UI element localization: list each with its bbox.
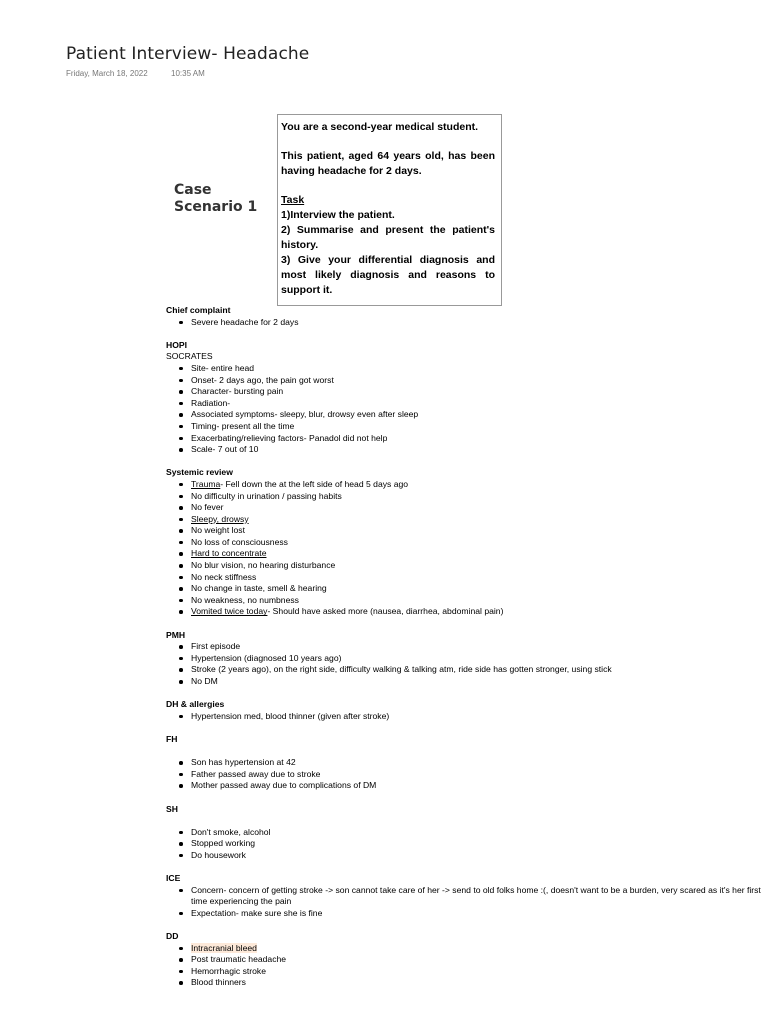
case-scenario-box xyxy=(277,114,502,306)
section-heading: FH xyxy=(166,733,178,744)
case-task-heading: Task xyxy=(281,194,305,206)
list-item xyxy=(191,943,766,955)
list-item: No neck stiffness xyxy=(191,572,766,584)
list-item: No weakness, no numbness xyxy=(191,595,766,607)
list-item: Do housework xyxy=(191,850,766,862)
page-title: Patient Interview- Headache xyxy=(66,44,310,64)
trauma-label: Trauma xyxy=(191,478,221,489)
section-pmh xyxy=(166,630,766,688)
list-item xyxy=(191,479,766,491)
section-heading: DH & allergies xyxy=(166,699,225,710)
section-chief-complaint xyxy=(166,305,766,328)
case-task-3: 3) Give your differential diagnosis and most likely diagnosis and reasons to support it. xyxy=(281,254,495,296)
page-time: 10:35 AM xyxy=(171,69,205,78)
case-label-line2: Scenario 1 xyxy=(174,199,258,215)
list-item: Character- bursting pain xyxy=(191,386,766,398)
list-item: Severe headache for 2 days xyxy=(191,317,766,329)
section-heading: DD xyxy=(166,931,179,942)
list-item: Blood thinners xyxy=(191,977,766,989)
interview-notes xyxy=(166,305,766,989)
list-item: Hemorrhagic stroke xyxy=(191,966,766,978)
list-item xyxy=(191,548,766,560)
case-label xyxy=(174,182,257,216)
section-heading: SH xyxy=(166,803,178,814)
list-item: Concern- concern of getting stroke -> son cannot take care of her -> send to old folks home :(, doesn't want to be a burden, very scared as it's her first time experiencing the pain xyxy=(191,884,761,907)
case-task-1: 1)Interview the patient. xyxy=(281,209,395,221)
list-item: Son has hypertension at 42 xyxy=(191,757,766,769)
trauma-detail: - Fell down the at the left side of head 5 days ago xyxy=(220,478,409,489)
list-item: Stopped working xyxy=(191,838,766,850)
list-item: Stroke (2 years ago), on the right side, difficulty walking & talking atm, ride side has gotten stronger, using stick xyxy=(191,664,766,676)
list-item: Associated symptoms- sleepy, blur, drowsy even after sleep xyxy=(191,409,766,421)
list-item: Expectation- make sure she is fine xyxy=(191,908,766,920)
list-item xyxy=(191,514,766,526)
section-heading: Systemic review xyxy=(166,467,233,478)
sleepy-label: Sleepy, drowsy xyxy=(191,513,249,524)
list-item: Site- entire head xyxy=(191,363,766,375)
case-task-2: 2) Summarise and present the patient's history. xyxy=(281,224,495,251)
section-heading: PMH xyxy=(166,629,186,640)
list-item: Mother passed away due to complications of DM xyxy=(191,780,766,792)
list-item: No DM xyxy=(191,676,766,688)
list-item: Timing- present all the time xyxy=(191,421,766,433)
list-item: No loss of consciousness xyxy=(191,537,766,549)
case-patient: This patient, aged 64 years old, has been having headache for 2 days. xyxy=(281,150,495,177)
list-item: No change in taste, smell & hearing xyxy=(191,583,766,595)
list-item: Post traumatic headache xyxy=(191,954,766,966)
section-heading: HOPI xyxy=(166,339,188,350)
list-item: First episode xyxy=(191,641,766,653)
case-intro: You are a second-year medical student. xyxy=(281,121,479,133)
section-systemic-review xyxy=(166,467,766,618)
vomit-label: Vomited twice today xyxy=(191,606,268,617)
highlighted-diagnosis: Intracranial bleed xyxy=(191,942,257,953)
case-label-line1: Case xyxy=(174,182,212,198)
list-item: Onset- 2 days ago, the pain got worst xyxy=(191,375,766,387)
section-fh xyxy=(166,734,766,792)
section-heading: Chief complaint xyxy=(166,305,231,315)
section-heading: ICE xyxy=(166,873,181,884)
list-item: Hypertension med, blood thinner (given after stroke) xyxy=(191,711,766,723)
list-item: Don't smoke, alcohol xyxy=(191,827,766,839)
list-item: No weight lost xyxy=(191,525,766,537)
section-subheading: SOCRATES xyxy=(166,351,213,362)
list-item: Radiation- xyxy=(191,398,766,410)
list-item: Scale- 7 out of 10 xyxy=(191,444,766,456)
list-item: Exacerbating/relieving factors- Panadol did not help xyxy=(191,433,766,445)
list-item: Father passed away due to stroke xyxy=(191,769,766,781)
section-sh xyxy=(166,804,766,862)
section-dh-allergies xyxy=(166,699,766,722)
list-item: No blur vision, no hearing disturbance xyxy=(191,560,766,572)
concentrate-label: Hard to concentrate xyxy=(191,548,267,559)
list-item: No difficulty in urination / passing habits xyxy=(191,491,766,503)
page-date: Friday, March 18, 2022 xyxy=(66,69,148,78)
list-item: Hypertension (diagnosed 10 years ago) xyxy=(191,653,766,665)
section-hopi xyxy=(166,340,766,456)
list-item xyxy=(191,606,766,618)
section-dd xyxy=(166,931,766,989)
section-ice xyxy=(166,873,766,919)
vomit-detail: - Should have asked more (nausea, diarrhea, abdominal pain) xyxy=(267,606,504,617)
list-item: No fever xyxy=(191,502,766,514)
